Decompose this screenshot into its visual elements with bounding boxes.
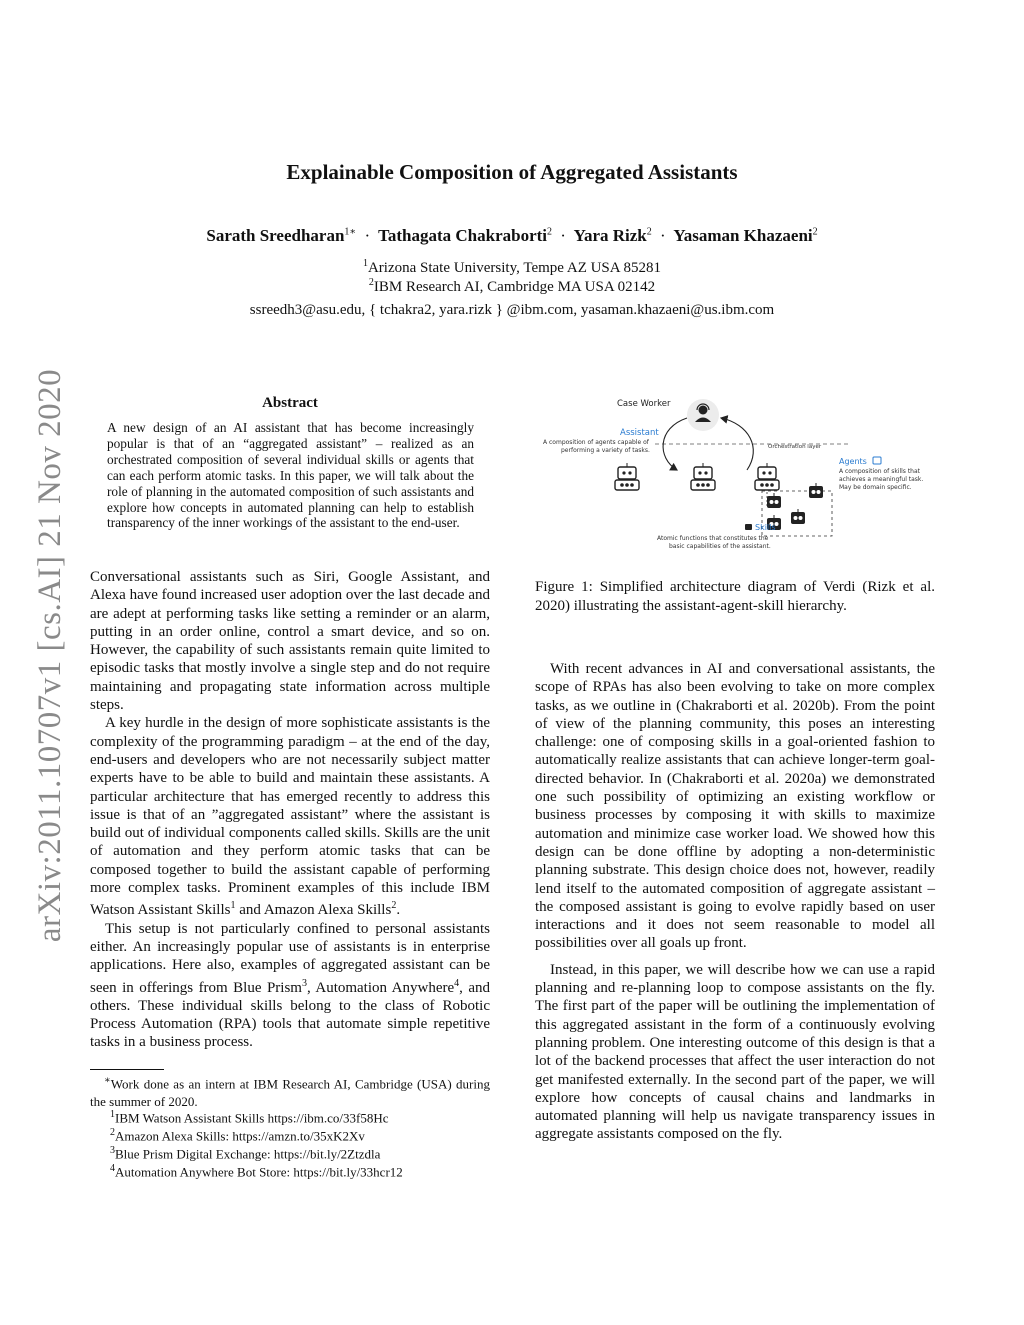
skills-desc: Atomic functions that constitutes the [657, 535, 769, 542]
assistant-desc: performing a variety of tasks. [561, 447, 650, 454]
paragraph [90, 714, 490, 919]
skills-desc: basic capabilities of the assistant. [669, 543, 771, 550]
affiliation-text: Arizona State University, Tempe AZ USA 85281 [367, 260, 662, 276]
skill-icon [809, 483, 823, 498]
footnote-text: Blue Prism Digital Exchange: https://bit.ly/2Ztzdla [115, 1146, 381, 1162]
author-name: Yasaman Khazaeni [673, 226, 813, 245]
footnote-mark: 1 [110, 1109, 115, 1120]
author-mark: 2 [547, 226, 553, 238]
author-name: Sarath Sreedharan [206, 226, 345, 245]
author-name: Tathagata Chakraborti [378, 226, 548, 245]
footnote-mark: 3 [110, 1145, 115, 1156]
paragraph-text: , and others. These individual skills belong to the class of Robotic Process Automation (RPA) tools that automate simple repetitive tasks in a business process. [90, 979, 490, 1051]
agents-desc: achieves a meaningful task. [839, 476, 924, 483]
skills-label: Skills [755, 523, 776, 532]
paper-title: Explainable Composition of Aggregated Assistants [286, 160, 738, 184]
author-emails: ssreedh3@asu.edu, { tchakra2, yara.rizk } @ibm.com, yasaman.khazaeni@us.ibm.com [249, 302, 775, 318]
footnote-ref: 3 [301, 977, 307, 989]
paragraph-text: and Amazon Alexa Skills [235, 902, 392, 919]
footnote-text: Work done as an intern at IBM Research AI, Cambridge (USA) during the summer of 2020. [90, 1076, 490, 1109]
footnote-text: IBM Watson Assistant Skills https://ibm.co/33f58Hc [115, 1110, 389, 1126]
assistant-label: Assistant [620, 428, 659, 438]
agents-label: Agents [839, 457, 867, 466]
footnote-mark: ∗ [104, 1075, 111, 1086]
author-name: Yara Rizk [573, 226, 647, 245]
footnote [90, 1072, 490, 1110]
robot-icon [755, 463, 779, 490]
paragraph-text: , Automation Anywhere [306, 979, 455, 996]
case-worker-icon [687, 399, 719, 431]
paragraph-text: A key hurdle in the design of more sophisticate assistants is the complexity of the programming paradigm – at the end of the day, end-users and developers who are not necessarily subject matter experts have to be able to build and maintain these assistants. A particular architecture that has emerged recently to address this issue is that of an ”aggregated assistant” where the assistant is build out of individual components called skills. Skills are the unit of automation and they perform atomic tasks that can be composed together to build the assistant capable of performing more complex tasks. Prominent examples of this include IBM Watson Assistant Skills [90, 715, 490, 919]
case-worker-label: Case Worker [617, 399, 671, 409]
footnote [90, 1160, 510, 1181]
author-mark: 2 [646, 226, 652, 238]
right-column [535, 660, 935, 1144]
footnote-ref: 2 [391, 900, 397, 912]
affiliation [0, 277, 1024, 296]
abstract-body: A new design of an AI assistant that has become increasingly popular is that of an “aggregated assistant” – realized as an orchestrated composition of several individual skills or agents that can each perform atomic tasks. In this paper, we will talk about the role of planning in the automated composition of such assistants and explore how concepts in automated planning can help to establish transparency of the inner workings of the assistant to the end-user. [107, 420, 474, 531]
skill-icon [791, 509, 805, 524]
footnote-divider [90, 1069, 164, 1070]
affiliation-mark: 1 [362, 258, 368, 269]
author-mark: 1∗ [344, 226, 357, 238]
author-separator: · [560, 226, 566, 245]
author-separator: · [364, 226, 371, 245]
agents-desc: May be domain specific. [839, 484, 912, 491]
footnote-mark: 4 [110, 1163, 115, 1174]
left-column [90, 568, 490, 1052]
footnote-mark: 2 [110, 1127, 115, 1138]
paragraph: Conversational assistants such as Siri, Google Assistant, and Alexa have found increased user adoption over the last decade and are adept at performing tasks like setting a reminder or an alarm, putting in an order online, control a smart device, and so on. However, the capability of such assistants remain quite limited to episodic tasks that mostly involve a single step and do not require maintaining and propagating state information across multiple steps. [90, 569, 490, 714]
footnote-text: Amazon Alexa Skills: https://amzn.to/35xK2Xv [115, 1128, 365, 1144]
assistant-desc: A composition of agents capable of [543, 439, 649, 446]
orchestration-label: Orchestration layer [768, 444, 822, 450]
affiliation-mark: 2 [368, 277, 374, 288]
agents-desc: A composition of skills that [839, 468, 921, 475]
author-mark: 2 [812, 226, 818, 238]
robot-icon [615, 463, 639, 490]
author-separator: · [660, 226, 666, 245]
footnote-ref: 4 [454, 977, 460, 989]
affiliation [0, 258, 1024, 277]
paragraph: With recent advances in AI and conversational assistants, the scope of RPAs has also been evolving to take on more complex tasks, as we outline in (Chakraborti et al. 2020b). From the point of view of the planning community, this poses an interesting challenge: one of composing skills in a goal-oriented fashion to automatically realize assistants that can achieve longer-term goal-directed behavior. In (Chakraborti et al. 2020a) we demonstrated one such possibility of optimizing an existing workflow or business processes by composing it with skills to maximize automation and minimize case worker load. We showed how this design can be done offline by adopting a non-deterministic planning substrate. This design choice does not, however, readily lend itself to the automated composition of aggregate assistant – the composed assistant is going to evolve rapidly based on user interactions and it does not seem reasonable to model all possibilities over all goals up front. [535, 661, 935, 952]
architecture-diagram-svg [537, 388, 924, 558]
arxiv-sidebar-stamp [30, 360, 72, 950]
abstract-heading: Abstract [262, 395, 318, 411]
affiliation-text: IBM Research AI, Cambridge MA USA 02142 [373, 279, 656, 295]
paragraph-text: This setup is not particularly confined to personal assistants either. An increasingly popular use of assistants is in enterprise applications. Here also, examples of aggregated assistant can be seen in offerings from Blue Prism [90, 920, 490, 996]
arxiv-id: arXiv:2011.10707v1 [cs.AI] 21 Nov 2020 [32, 368, 69, 942]
paragraph: Instead, in this paper, we will describe how we can use a rapid planning and re-planning loop to compose assistants on the fly. The first part of the paper will be outlining the implementation of this aggregated assistant in the form of a continuously evolving planning problem. One interesting outcome of this design is that a lot of the backend processes that affect the user interaction do not get manifested externally. In the second part of the paper, we will explore how concepts of causal chains and landmarks in automated planning will help us navigate transparency issues in aggregate assistants composed on the fly. [535, 961, 935, 1143]
paragraph [90, 920, 490, 1052]
author-list [0, 226, 1024, 246]
footnote-text: Automation Anywhere Bot Store: https://bit.ly/33hcr12 [115, 1164, 403, 1180]
agent-small-icon [873, 457, 881, 464]
footnote-ref: 1 [230, 900, 236, 912]
skills-small-icon [745, 524, 752, 530]
figure-caption: Figure 1: Simplified architecture diagram of Verdi (Rizk et al. 2020) illustrating the assistant-agent-skill hierarchy. [535, 579, 935, 614]
robot-icon [691, 463, 715, 490]
skill-icon [767, 493, 781, 508]
architecture-diagram [537, 388, 924, 558]
paragraph-text: . [396, 902, 401, 919]
